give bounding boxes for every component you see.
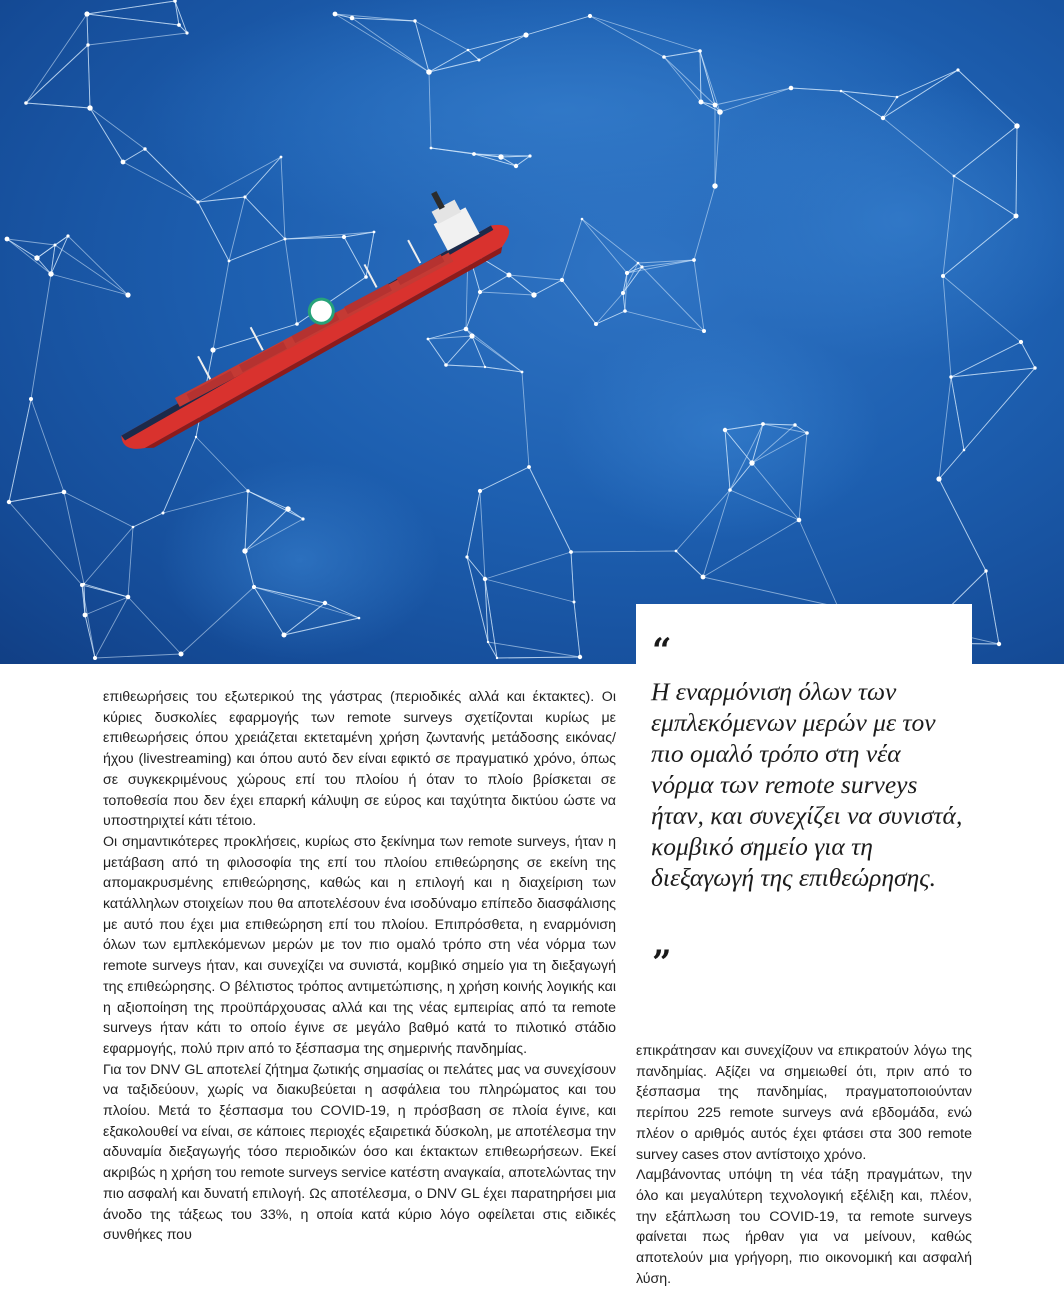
network-node [728,488,732,492]
network-node [195,436,197,438]
network-line [175,1,179,25]
network-node [252,585,256,589]
network-line [123,149,145,162]
network-node [637,262,640,265]
network-line [466,292,480,329]
network-node [713,103,718,108]
network-line [571,551,676,552]
network-line [51,274,128,295]
network-node [761,422,765,426]
network-node [472,152,476,156]
network-node [507,273,512,278]
network-node [523,32,528,37]
network-line [485,552,571,579]
network-line [596,311,625,324]
network-node [621,291,625,295]
network-line [951,368,1035,377]
network-node [280,156,283,159]
network-node [478,290,482,294]
network-node [487,641,489,643]
network-line [1021,342,1035,368]
network-node [623,309,627,313]
network-line [986,571,999,644]
network-line [467,491,480,557]
network-line [951,377,964,450]
network-line [285,232,374,239]
network-line [428,339,446,365]
network-node [896,96,899,99]
network-node [963,449,966,452]
paragraph: Οι σημαντικότερες προκλήσεις, κυρίως στο ξεκίνημα των remote surveys, ήταν η μετάβαση από τη φιλοσοφία της επί του πλοίου επιθεώρησης σε εκείνη της απομακρυσμένης επιθεώρησης, καθώς και η επιλογή και η διαχείριση των κατάλληλων στοιχείων που θα αποτελέσουν ένα ισοδύναμο επίπεδο διασφάλισης με αυτό που έχει μια επιθεώρηση επί του πλοίου. Επιπρόσθετα, η εναρμόνιση όλων των εμπλεκόμενων μερών με τον πιο ομαλό τρόπο στη νέα νόρμα των remote surveys ήταν, και συνεχίζει να συνιστά, κομβικό σημείο για τη διεξαγωγή της επιθεώρησης. Ο βέλτιστος τρόπος αντιμετώπισης, η χρήση κοινής λογικής και η αξιοποίηση της προϋπάρχουσας αλλά και της νέας εμπειρίας από τα remote surveys ήταν κάτι το οποίο έγινε σε μεγάλο βαθμό κατά το πιλοτικό στάδιο εφαρμογής, πολύ πριν από το ξέσπασμα της σημερινής πανδημίας. [103,833,616,1057]
paragraph: Λαμβάνοντας υπόψη τη νέα τάξη πραγμάτων, την όλο και μεγαλύτερη τεχνολογική εξέλιξη και, πλέον, την εξάπλωση του COVID-19, τα remote surveys φαίνεται πως ήρθαν για να μείνουν, καθώς αποτελούν μια γρήγορη, πιο οικονομική και ασφαλή λύση. [636,1167,972,1287]
network-node [478,59,481,62]
network-line [88,33,187,45]
network-line [68,236,128,295]
network-node [531,292,536,297]
network-node [702,329,706,333]
network-node [7,500,11,504]
network-line [529,467,571,552]
network-node [210,347,215,352]
network-line [964,368,1035,450]
network-node [698,49,702,53]
network-node [569,550,573,554]
network-node [185,31,188,34]
continent-glow [160,460,440,660]
network-line [128,527,133,597]
network-node [465,555,468,558]
network-node [246,489,249,492]
network-node [467,49,470,52]
network-node [430,147,433,150]
network-line [571,552,574,602]
network-line [90,108,123,162]
network-line [522,372,529,467]
network-node [527,465,531,469]
network-node [984,569,987,572]
network-node [295,322,299,326]
network-line [939,479,986,571]
network-node [498,154,503,159]
network-node [699,100,704,105]
network-node [949,375,952,378]
network-node [789,86,794,91]
network-node [323,601,327,605]
network-line [213,261,229,350]
network-node [1019,340,1023,344]
network-line [7,239,51,274]
network-line [95,597,128,658]
network-line [26,103,90,108]
pull-quote-text: Η εναρμόνιση όλων των εμπλεκόμενων μερών με τον πιο ομαλό τρόπο στη νέα νόρμα των remote surveys ήταν, και συνεχίζει να συνιστά, κομβικό σημείο για τη διεξαγωγή της επιθεώρησης. [651,677,963,892]
network-line [198,202,229,261]
network-node [342,235,346,239]
network-line [9,399,31,502]
network-node [956,68,959,71]
network-node [284,238,287,241]
network-node [87,105,92,110]
network-line [446,336,472,365]
network-line [703,577,838,607]
network-node [350,16,355,21]
network-line [88,45,90,108]
network-node [528,154,531,157]
pull-quote-box [636,604,972,1024]
network-line [90,108,145,149]
network-node [483,577,487,581]
network-line [596,293,623,324]
network-node [413,19,416,22]
network-node [881,116,885,120]
network-node [464,327,469,332]
network-node [581,218,584,221]
network-node [173,0,177,3]
left-text-column [103,687,616,1246]
network-node [514,164,518,168]
network-node [301,517,304,520]
network-node [83,613,88,618]
network-node [143,147,146,150]
network-node [196,200,199,203]
network-node [469,333,474,338]
network-node [712,183,717,188]
network-node [1014,214,1019,219]
network-line [623,263,638,293]
network-node [662,55,666,59]
network-line [939,377,951,479]
open-quote-mark: “ [652,631,672,671]
network-node [358,617,361,620]
network-line [509,275,534,295]
network-line [939,450,964,479]
network-node [941,274,945,278]
network-line [446,365,485,367]
network-node [444,363,448,367]
network-node [48,271,53,276]
network-node [34,255,39,260]
network-line [95,654,181,658]
network-node [177,23,181,27]
network-node [80,583,84,587]
network-line [64,492,133,527]
network-line [344,237,366,277]
network-line [676,551,703,577]
network-node [66,234,69,237]
network-line [85,597,128,615]
network-line [9,492,64,502]
network-line [485,579,574,602]
network-node [840,90,843,93]
paragraph: επιθεωρήσεις του εξωτερικού της γάστρας (περιοδικές αλλά και έκτακτες). Οι κύριες δυσκολίες εφαρμογής των remote surveys σχετίζονται κυρίως με επιθεωρήσεις όπου χρειάζεται εκτεταμένη χρήση ζωντανής μετάδοσης εικόνας/ήχου (livestreaming) και όπου αυτό δεν είναι εφικτό σε πραγματικό χρόνο, όπως σε συγκεκριμένους χώρους επί του πλοίου ή όταν το πλοίο βρίσκεται σε τοποθεσία που δεν έχει επαρκή κάλυψη σε εύρος και ταχύτητα δικτύου ώστε να υποστηριχτεί κάτι τέτοιο. [103,689,616,830]
network-node [560,278,564,282]
right-text-column [636,1041,972,1289]
network-node [692,258,696,262]
network-line [9,502,82,585]
network-line [64,492,84,584]
network-node [578,655,582,659]
network-node [364,275,368,279]
network-line [480,292,534,295]
network-node [1033,366,1036,369]
paragraph: Για τον DNV GL αποτελεί ζήτημα ζωτικής σημασίας οι πελάτες μας να συνεχίσουν να ταξιδεύουν, χωρίς να διακυβεύεται η ασφάλεια του πληρώματος και του πλοίου. Μετά το ξέσπασμα του COVID-19, η πρόσβαση σε πλοία έγινε, και εξακολουθεί να είναι, σε κάποιες περιοχές εξαιρετικά δύσκολη, με αποτέλεσμα την αδυναμία διεξαγωγής τόσο περιοδικών όσο και έκτακτων επιθεωρήσεων. Εκεί ακριβώς η χρήση του remote surveys service κατέστη αναγκαία, αποτελώντας την πιο ασφαλή και δυνατή επιλογή. Ως αποτέλεσμα, ο DNV GL έχει παρατηρήσει μια άνοδο της τάξεως του 33%, η οποία κατά κύριο λόγο οφείλεται στις ειδικές συνθήκες που [103,1061,616,1244]
network-node [484,366,486,368]
network-node [62,490,67,495]
network-line [175,1,187,33]
network-node [162,512,165,515]
network-node [125,292,130,297]
network-node [717,109,723,115]
paragraph: επικράτησαν και συνεχίζουν να επικρατούν λόγω της πανδημίας. Αξίζει να σημειωθεί ότι, πριν από το ξέσπασμα της πανδημίας, πραγματοποιούνταν περίπου 225 remote surveys ανά εβδομάδα, ενώ πλέον ο αριθμός αυτός έχει φτάσει στα 300 remote survey cases στον αντίστοιχο χρόνο. [636,1043,972,1163]
network-line [497,657,580,658]
network-line [26,45,88,103]
network-node [701,575,706,580]
network-line [229,197,245,261]
network-node [121,160,126,165]
network-node [126,595,131,600]
network-node [997,642,1001,646]
network-line [87,14,179,25]
close-quote-mark: ” [652,943,672,983]
network-line [534,280,562,295]
network-node [93,656,97,660]
network-line [642,267,704,331]
network-line [31,399,64,492]
network-line [509,275,562,280]
network-node [132,526,135,529]
network-node [588,14,592,18]
network-node [243,195,246,198]
network-node [282,633,287,638]
network-line [480,467,529,491]
network-node [640,265,643,268]
network-node [797,518,802,523]
network-node [936,476,941,481]
network-line [87,14,88,45]
network-line [488,642,580,657]
network-line [7,239,55,245]
network-node [333,12,338,17]
network-line [37,245,55,258]
network-line [229,239,285,261]
network-node [478,489,482,493]
network-line [480,491,485,579]
network-node [84,11,89,16]
network-node [228,260,231,263]
network-line [87,1,175,14]
network-line [574,602,580,657]
network-node [427,338,430,341]
network-line [31,274,51,399]
network-line [82,585,95,658]
network-node [749,460,754,465]
network-line [562,280,596,324]
network-line [37,258,51,274]
network-node [373,231,376,234]
network-line [480,275,509,292]
network-node [496,657,498,659]
network-line [133,513,163,527]
network-node [285,506,290,511]
network-node [723,428,727,432]
network-node [24,101,28,105]
network-node [594,322,598,326]
network-node [625,271,629,275]
network-line [82,585,128,597]
network-line [128,597,181,654]
continent-glow [560,320,880,540]
network-node [29,397,33,401]
network-line [285,239,297,324]
network-node [953,175,956,178]
network-node [793,423,796,426]
network-node [426,69,432,75]
network-node [675,550,678,553]
network-node [573,601,576,604]
network-node [805,431,809,435]
network-node [54,244,57,247]
network-line [799,520,838,607]
network-node [242,548,247,553]
network-node [1014,123,1019,128]
network-line [694,260,704,331]
network-node [5,237,10,242]
network-node [86,43,89,46]
network-node [179,652,184,657]
network-line [84,527,133,584]
network-node [521,371,524,374]
network-line [26,14,87,103]
network-line [55,245,128,295]
